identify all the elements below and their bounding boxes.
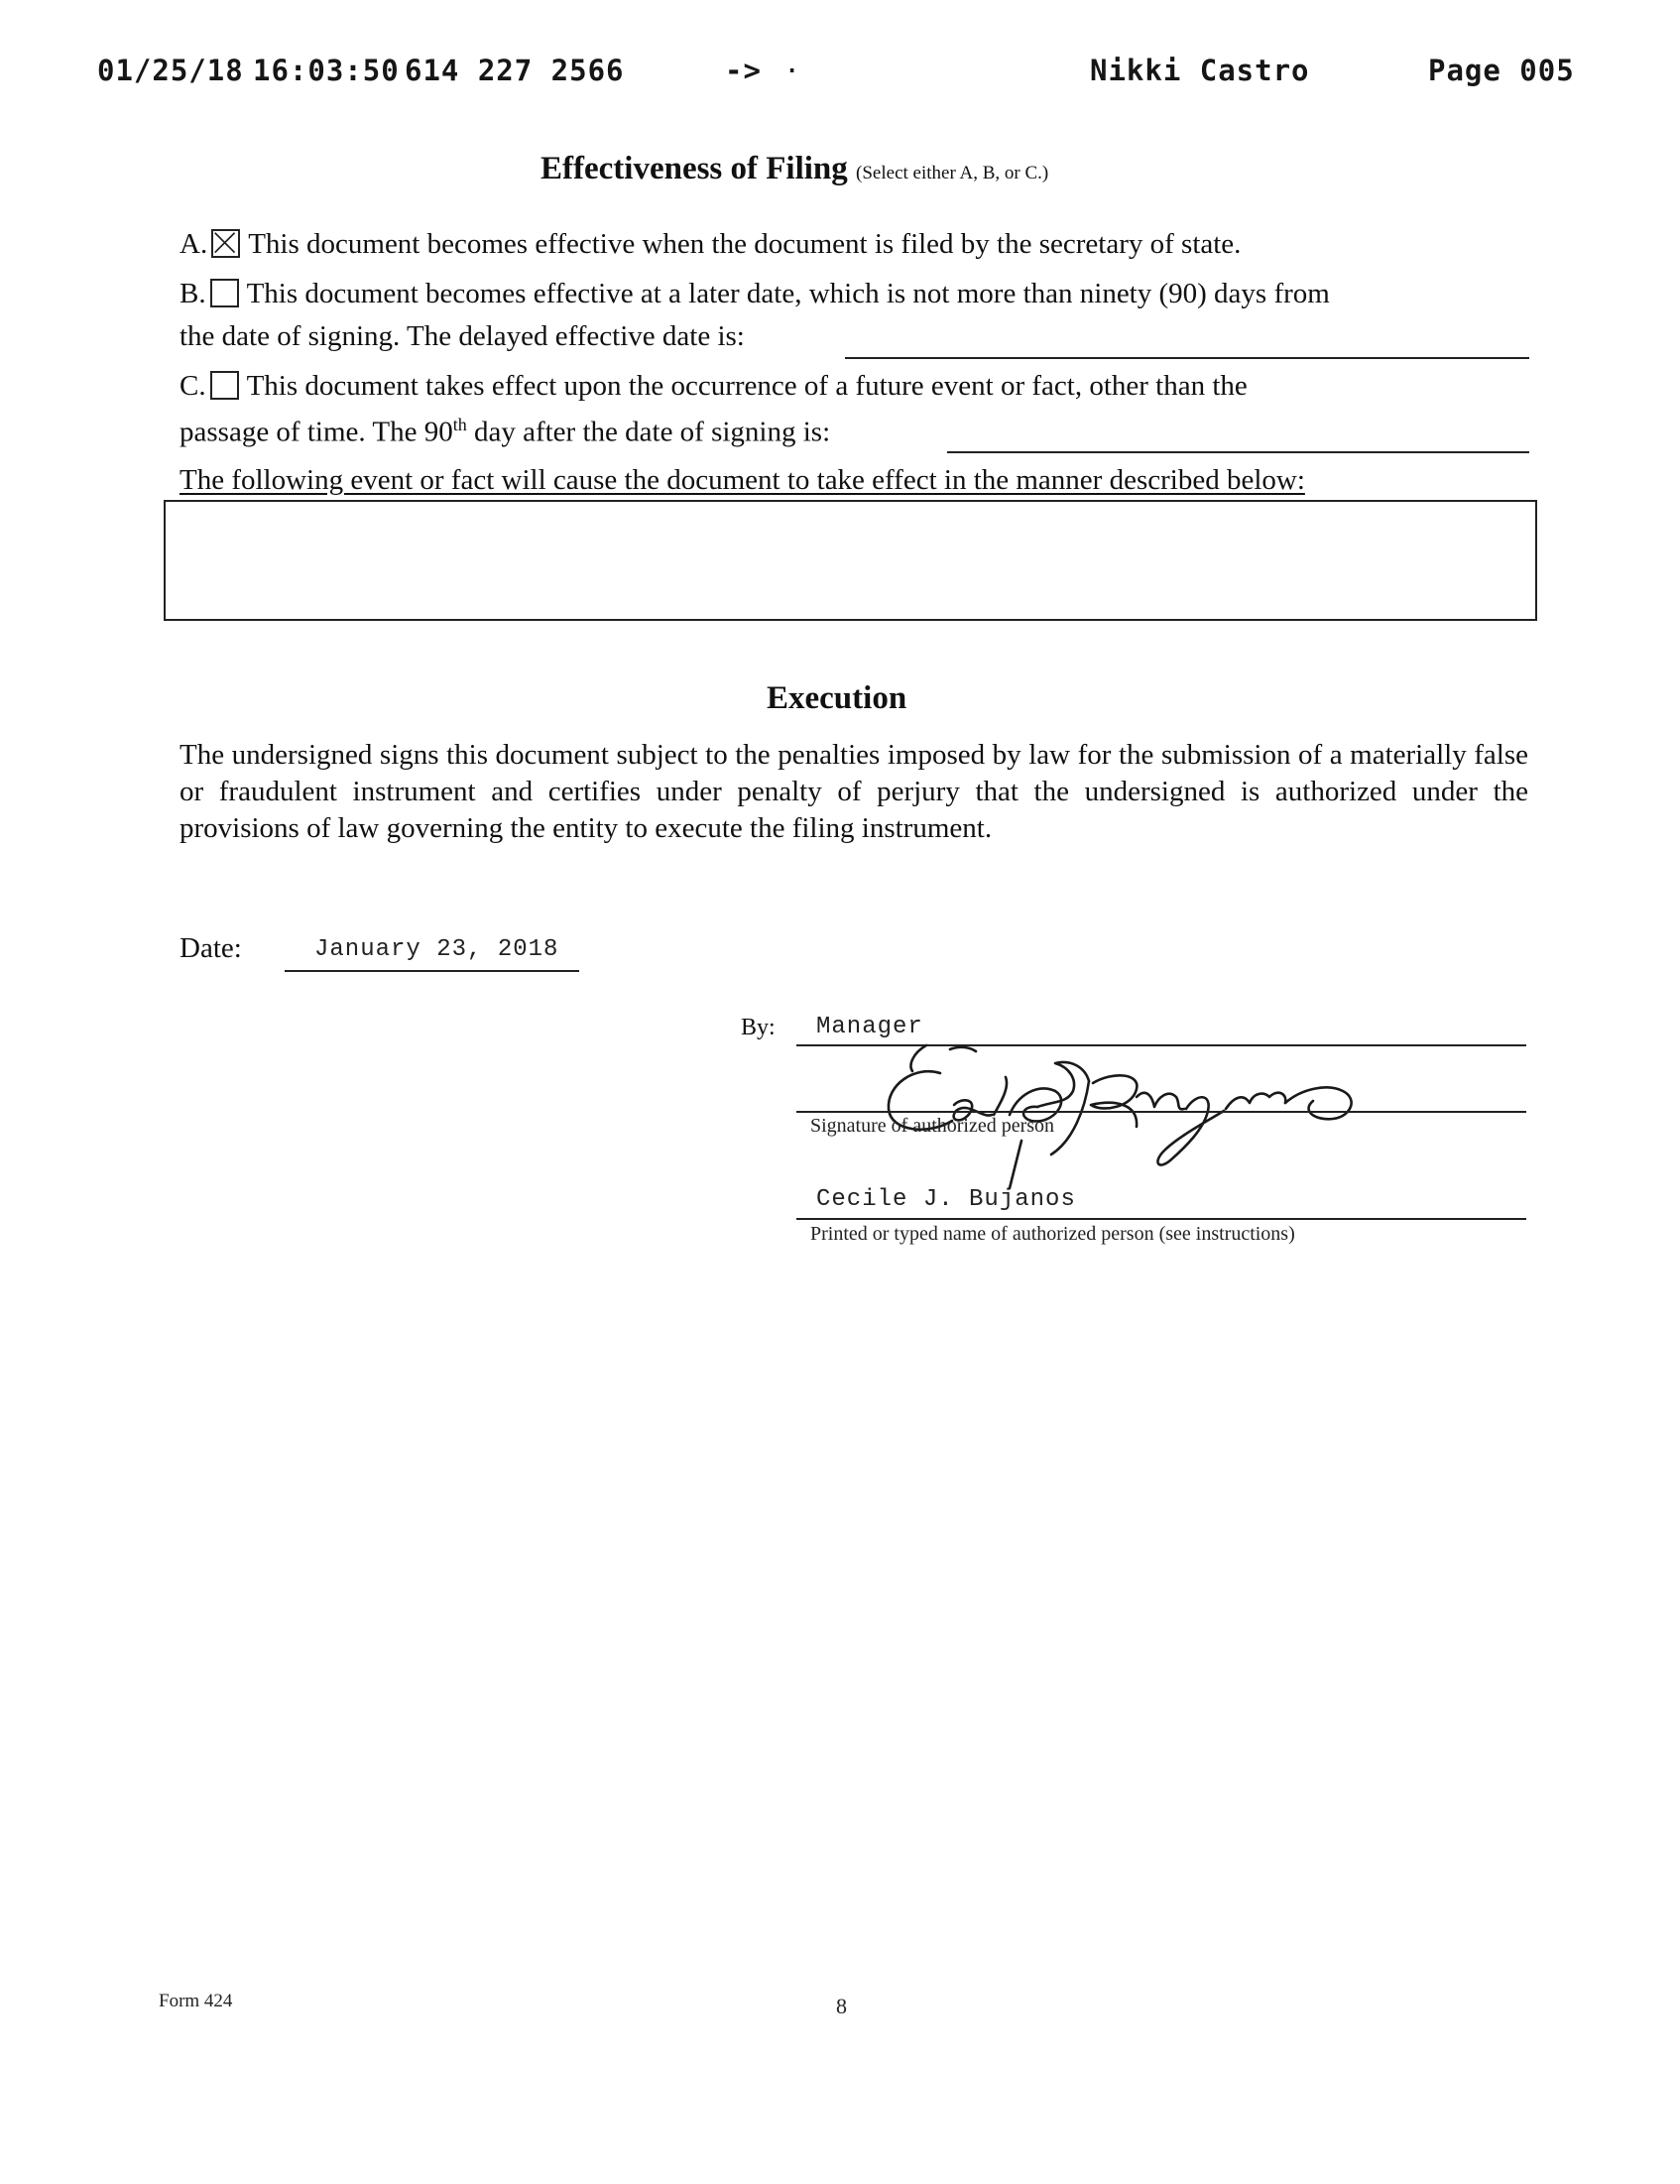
option-b (180, 278, 1330, 310)
option-c-text-line1: This document takes effect upon the occurrence of a future event or fact, other than the (246, 370, 1248, 402)
printed-name: Cecile J. Bujanos (816, 1186, 1076, 1213)
x-mark-icon (213, 231, 238, 256)
event-description-box[interactable] (164, 500, 1537, 621)
printed-name-line (796, 1218, 1526, 1220)
execution-title: Execution (767, 680, 907, 716)
delayed-date-line[interactable] (845, 357, 1529, 359)
option-c-line2-pre: passage of time. The 90 (180, 416, 453, 448)
effectiveness-title: Effectiveness of Filing (540, 151, 848, 186)
fax-dot: . (785, 54, 800, 78)
signature-line[interactable] (796, 1111, 1526, 1113)
event-label: The following event or fact will cause the document to take effect in the manner described below: (180, 464, 1305, 496)
fax-recipient: Nikki Castro (1090, 54, 1310, 87)
effectiveness-note: (Select either A, B, or C.) (856, 163, 1049, 183)
fax-date: 01/25/18 (97, 54, 244, 87)
option-c-line2-sup: th (452, 415, 467, 434)
fax-time: 16:03:50 (253, 54, 400, 87)
fax-phone: 614 227 2566 (405, 54, 625, 87)
option-a-text: This document becomes effective when the document is filed by the secretary of state. (248, 228, 1242, 260)
date-line (285, 970, 579, 972)
option-b-checkbox[interactable] (210, 279, 239, 307)
option-c-checkbox[interactable] (210, 371, 239, 400)
option-b-letter: B. (180, 278, 206, 309)
option-a (180, 228, 1241, 261)
option-c-letter: C. (180, 370, 206, 402)
by-label: By: (741, 1015, 776, 1040)
form-number: Form 424 (159, 1991, 233, 2011)
option-a-checkbox[interactable] (211, 229, 240, 258)
printed-caption: Printed or typed name of authorized person (see instructions) (810, 1223, 1295, 1245)
ninetieth-day-line[interactable] (947, 451, 1529, 453)
option-b-text-line1: This document becomes effective at a later date, which is not more than ninety (90) days from (246, 278, 1330, 309)
fax-arrow: -> (725, 54, 762, 87)
date-value: January 23, 2018 (314, 936, 559, 963)
fax-page: Page 005 (1428, 54, 1575, 87)
option-b-line2: the date of signing. The delayed effective date is: (180, 320, 745, 352)
date-label: Date: (180, 932, 242, 964)
effectiveness-heading (540, 151, 1048, 187)
page-number: 8 (836, 1994, 847, 2018)
option-c-line2 (180, 415, 830, 449)
execution-paragraph: The undersigned signs this document subject to the penalties imposed by law for the submission of a materially false or fraudulent instrument and certifies under penalty of perjury that the undersigned is authorized under the provisions of law governing the entity to execute the filing instrument. (180, 739, 1528, 844)
option-c (180, 370, 1248, 403)
option-a-letter: A. (180, 228, 208, 260)
by-value: Manager (816, 1014, 923, 1040)
option-c-line2-post: day after the date of signing is: (466, 416, 831, 448)
signature-caption: Signature of authorized person (810, 1115, 1055, 1137)
